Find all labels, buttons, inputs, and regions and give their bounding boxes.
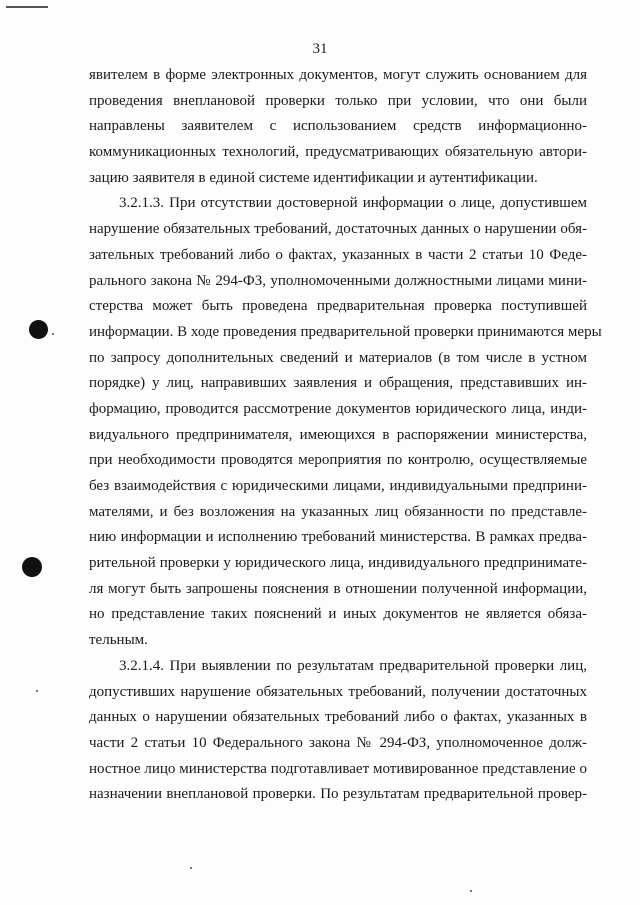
scan-artifact-line [6,6,48,8]
text-line: формацию, проводится рассмотрение документов юридического лица, инди- [89,400,587,417]
punch-hole-bottom [22,557,42,577]
scan-artifact-dot [190,867,192,869]
text-line: нарушение обязательных требований, достаточных данных о нарушении обя- [89,221,587,238]
text-line: нию информации и исполнению требований министерства. В рамках предва- [89,529,587,546]
text-line: информации. В ходе проведения предварительной проверки принимаются меры [89,323,602,340]
text-line: порядке) у лиц, направивших заявления и обращения, представивших ин- [89,375,587,392]
text-line: ностное лицо министерства подготавливает мотивированное представление о [89,760,587,777]
text-line: рительной проверки у юридического лица, индивидуального предпринимате- [89,555,587,572]
text-line: данных о нарушении обязательных требований либо о фактах, указанных в [89,709,587,726]
text-line: тельным. [89,632,148,649]
text-line: коммуникационных технологий, предусматривающих обязательную автори- [89,144,587,161]
text-line: видуального предпринимателя, имеющихся в распоряжении министерства, [89,426,587,443]
page-number: 31 [312,41,328,57]
text-line: ля могут быть запрошены пояснения в отношении полученной информации, [89,580,587,597]
text-line: зательных требований либо о фактах, указанных в части 2 статьи 10 Феде- [89,246,587,263]
text-line: рального закона № 294-ФЗ, уполномоченными должностными лицами мини- [89,272,587,289]
document-body [89,63,602,808]
text-line: допустивших нарушение обязательных требований, получении достаточных [89,683,587,700]
punch-hole-top [29,320,48,339]
text-line: мателями, и без возложения на указанных лиц обязанности по представле- [89,503,587,520]
text-line: проведения внеплановой проверки только при условии, что они были [89,92,587,109]
text-line: по запросу дополнительных сведений и материалов (в том числе в устном [89,349,587,366]
text-line: части 2 статьи 10 Федерального закона № 294-ФЗ, уполномоченное долж- [89,734,587,751]
text-line: явителем в форме электронных документов, могут служить основанием для [89,67,587,83]
text-line: но представление таких пояснений и иных документов не является обяза- [89,606,587,623]
text-line: при необходимости проводятся мероприятия по контролю, осуществляемые [89,452,587,469]
text-line: стерства может быть проведена предварительная проверка поступившей [89,298,587,315]
text-line: 3.2.1.3. При отсутствии достоверной информации о лице, допустившем [119,195,587,212]
scan-artifact-dot [470,890,472,892]
scan-artifact-dot [36,690,38,692]
scan-artifact-dot [52,333,54,335]
text-line: без взаимодействия с юридическими лицами, индивидуальными предприни- [89,478,587,494]
text-line: зацию заявителя в единой системе идентификации и аутентификации. [89,169,538,186]
text-line: назначении внеплановой проверки. По результатам предварительной провер- [89,786,587,803]
text-line: направлены заявителем с использованием средств информационно- [89,118,587,135]
text-line: 3.2.1.4. При выявлении по результатам предварительной проверки лиц, [119,657,587,674]
